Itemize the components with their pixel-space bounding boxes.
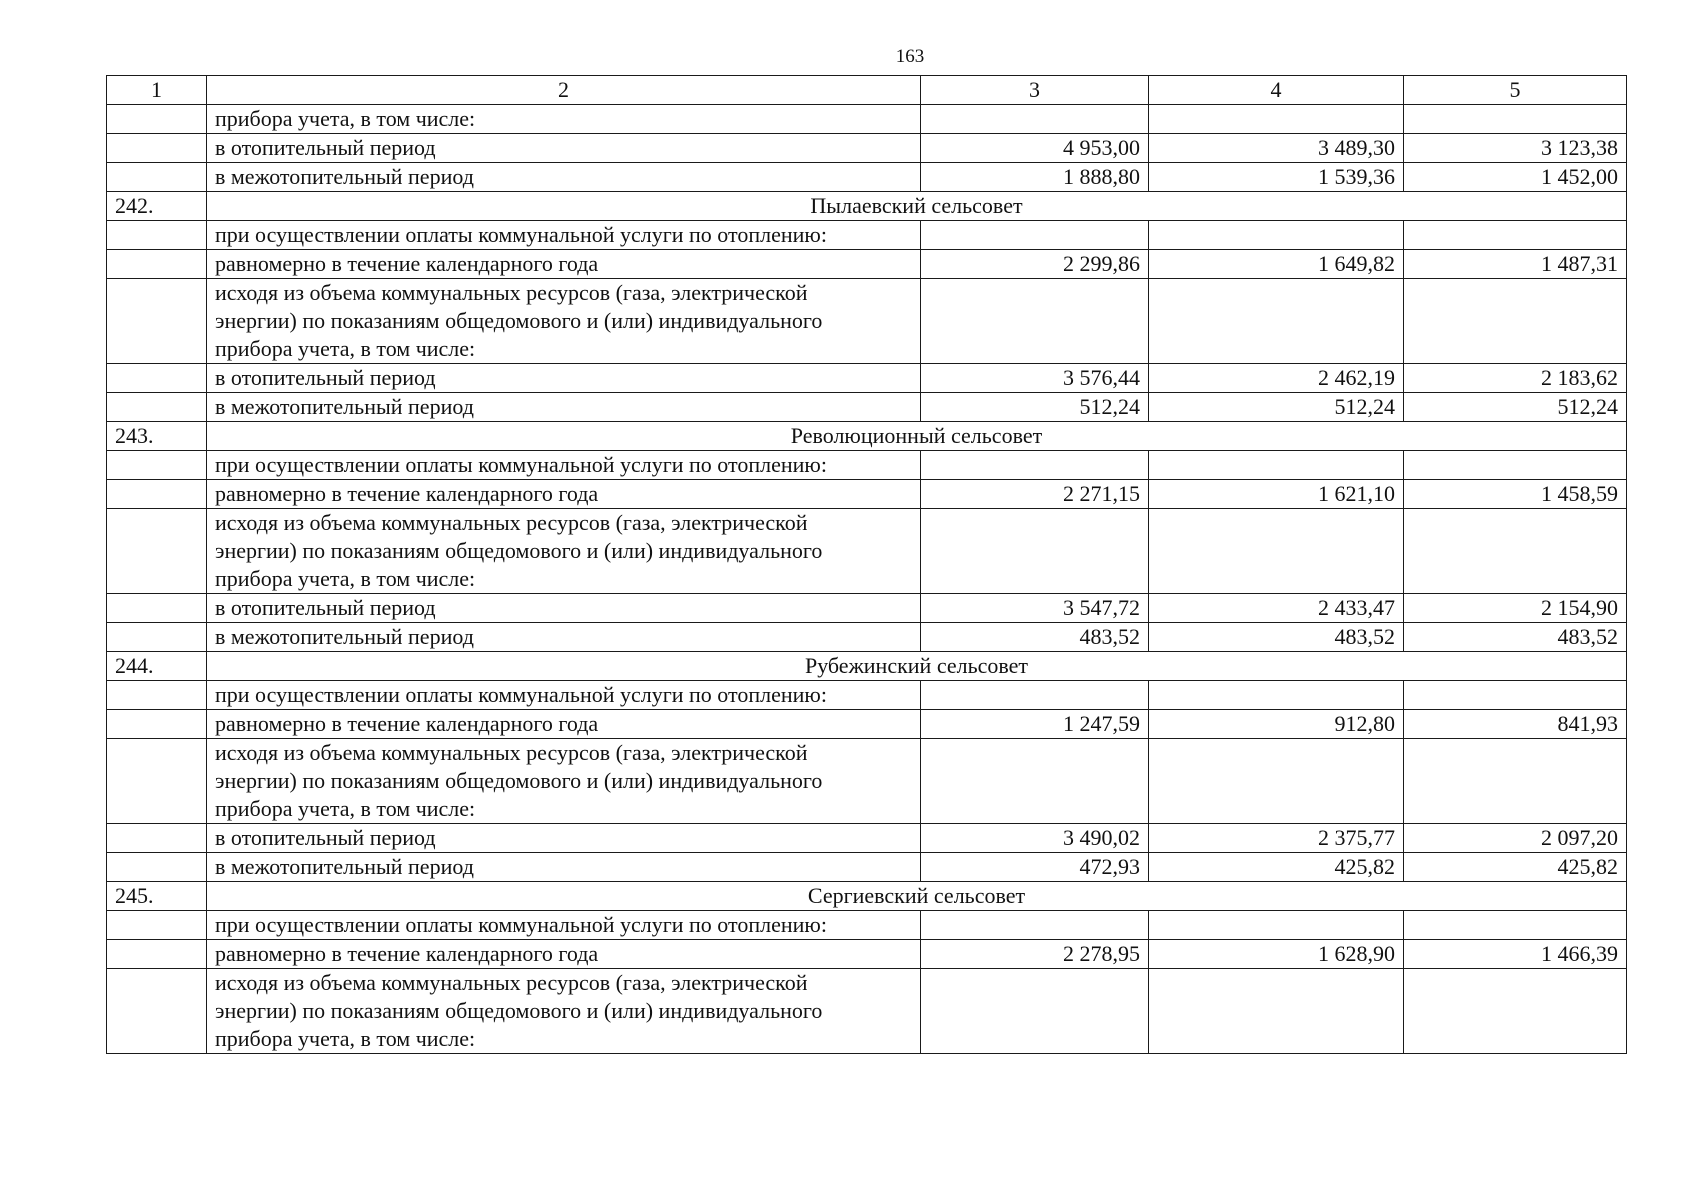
description-line: энергии) по показаниям общедомового и (или) индивидуального (215, 998, 823, 1023)
value-col-3: 1 247,59 (921, 710, 1149, 739)
description-line: прибора учета, в том числе: (215, 796, 476, 821)
value-col-5: 2 154,90 (1404, 594, 1627, 623)
table-row (107, 163, 1627, 192)
row-number (107, 250, 207, 279)
row-description (207, 509, 921, 594)
table-row (107, 480, 1627, 509)
value-col-3: 1 888,80 (921, 163, 1149, 192)
table-row (107, 739, 1627, 824)
value-col-3 (921, 681, 1149, 710)
row-number: 243. (107, 422, 207, 451)
row-number (107, 221, 207, 250)
table-row (107, 134, 1627, 163)
group-row (107, 882, 1627, 911)
value-col-5 (1404, 739, 1627, 824)
value-col-3: 4 953,00 (921, 134, 1149, 163)
value-col-4 (1149, 911, 1404, 940)
row-description: равномерно в течение календарного года (207, 480, 921, 509)
row-description: в отопительный период (207, 824, 921, 853)
value-col-3: 3 547,72 (921, 594, 1149, 623)
row-number (107, 623, 207, 652)
value-col-5 (1404, 279, 1627, 364)
row-description: равномерно в течение календарного года (207, 940, 921, 969)
value-col-4: 512,24 (1149, 393, 1404, 422)
value-col-3: 3 490,02 (921, 824, 1149, 853)
row-number (107, 853, 207, 882)
row-number (107, 594, 207, 623)
row-number (107, 969, 207, 1054)
value-col-4 (1149, 221, 1404, 250)
description-line: энергии) по показаниям общедомового и (или) индивидуального (215, 768, 823, 793)
row-number (107, 739, 207, 824)
value-col-3: 483,52 (921, 623, 1149, 652)
header-col-3: 3 (921, 76, 1149, 105)
table-row (107, 969, 1627, 1054)
row-description: в отопительный период (207, 364, 921, 393)
row-number: 242. (107, 192, 207, 221)
row-description (207, 739, 921, 824)
row-description: в отопительный период (207, 594, 921, 623)
description-line: прибора учета, в том числе: (215, 336, 476, 361)
value-col-3 (921, 911, 1149, 940)
table-row (107, 824, 1627, 853)
value-col-5: 1 458,59 (1404, 480, 1627, 509)
row-description: в межотопительный период (207, 163, 921, 192)
value-col-4: 2 462,19 (1149, 364, 1404, 393)
table-row (107, 911, 1627, 940)
group-title: Пылаевский сельсовет (207, 192, 1627, 221)
value-col-3 (921, 451, 1149, 480)
row-number (107, 163, 207, 192)
row-number (107, 134, 207, 163)
value-col-3 (921, 969, 1149, 1054)
group-title: Рубежинский сельсовет (207, 652, 1627, 681)
description-line: энергии) по показаниям общедомового и (или) индивидуального (215, 538, 823, 563)
value-col-4 (1149, 279, 1404, 364)
value-col-3 (921, 105, 1149, 134)
row-number: 244. (107, 652, 207, 681)
row-number: 245. (107, 882, 207, 911)
row-number (107, 824, 207, 853)
value-col-3: 512,24 (921, 393, 1149, 422)
row-description: прибора учета, в том числе: (207, 105, 921, 134)
value-col-4: 483,52 (1149, 623, 1404, 652)
row-number (107, 710, 207, 739)
value-col-5: 1 452,00 (1404, 163, 1627, 192)
value-col-3: 2 299,86 (921, 250, 1149, 279)
value-col-3 (921, 279, 1149, 364)
description-line: исходя из объема коммунальных ресурсов (газа, электрической (215, 740, 808, 765)
value-col-5 (1404, 911, 1627, 940)
table-row (107, 940, 1627, 969)
row-description: при осуществлении оплаты коммунальной услуги по отоплению: (207, 451, 921, 480)
table-row (107, 250, 1627, 279)
row-number (107, 480, 207, 509)
row-description: равномерно в течение календарного года (207, 710, 921, 739)
row-description: в отопительный период (207, 134, 921, 163)
value-col-3: 2 271,15 (921, 480, 1149, 509)
value-col-3 (921, 221, 1149, 250)
group-row (107, 192, 1627, 221)
value-col-4: 1 628,90 (1149, 940, 1404, 969)
description-line: исходя из объема коммунальных ресурсов (газа, электрической (215, 510, 808, 535)
table-row (107, 279, 1627, 364)
value-col-5 (1404, 451, 1627, 480)
value-col-5: 2 183,62 (1404, 364, 1627, 393)
value-col-3 (921, 739, 1149, 824)
value-col-5 (1404, 969, 1627, 1054)
row-description: при осуществлении оплаты коммунальной услуги по отоплению: (207, 221, 921, 250)
value-col-4 (1149, 681, 1404, 710)
value-col-4 (1149, 105, 1404, 134)
table-row (107, 681, 1627, 710)
header-row (107, 76, 1627, 105)
row-description: при осуществлении оплаты коммунальной услуги по отоплению: (207, 911, 921, 940)
header-col-1: 1 (107, 76, 207, 105)
value-col-4 (1149, 969, 1404, 1054)
value-col-5: 1 466,39 (1404, 940, 1627, 969)
row-description (207, 969, 921, 1054)
value-col-5: 1 487,31 (1404, 250, 1627, 279)
row-number (107, 393, 207, 422)
value-col-5: 2 097,20 (1404, 824, 1627, 853)
value-col-4: 2 433,47 (1149, 594, 1404, 623)
row-number (107, 911, 207, 940)
table-row (107, 509, 1627, 594)
header-col-5: 5 (1404, 76, 1627, 105)
value-col-5 (1404, 105, 1627, 134)
value-col-4: 912,80 (1149, 710, 1404, 739)
table-row (107, 393, 1627, 422)
row-description: равномерно в течение календарного года (207, 250, 921, 279)
table-row (107, 221, 1627, 250)
value-col-5: 483,52 (1404, 623, 1627, 652)
value-col-3 (921, 509, 1149, 594)
value-col-4 (1149, 451, 1404, 480)
row-description: при осуществлении оплаты коммунальной услуги по отоплению: (207, 681, 921, 710)
page-number: 163 (895, 46, 925, 67)
value-col-5: 3 123,38 (1404, 134, 1627, 163)
table-row (107, 364, 1627, 393)
group-title: Сергиевский сельсовет (207, 882, 1627, 911)
header-col-4: 4 (1149, 76, 1404, 105)
value-col-5: 425,82 (1404, 853, 1627, 882)
table-body (107, 76, 1627, 1054)
table-row (107, 594, 1627, 623)
value-col-4: 1 539,36 (1149, 163, 1404, 192)
table-row (107, 451, 1627, 480)
group-row (107, 652, 1627, 681)
description-line: исходя из объема коммунальных ресурсов (газа, электрической (215, 970, 808, 995)
table-row (107, 710, 1627, 739)
row-description: в межотопительный период (207, 623, 921, 652)
group-row (107, 422, 1627, 451)
description-line: энергии) по показаниям общедомового и (или) индивидуального (215, 308, 823, 333)
value-col-4: 3 489,30 (1149, 134, 1404, 163)
value-col-5 (1404, 221, 1627, 250)
value-col-5: 841,93 (1404, 710, 1627, 739)
row-description: в межотопительный период (207, 393, 921, 422)
row-number (107, 279, 207, 364)
header-col-2: 2 (207, 76, 921, 105)
value-col-5: 512,24 (1404, 393, 1627, 422)
table-row (107, 853, 1627, 882)
value-col-3: 3 576,44 (921, 364, 1149, 393)
group-title: Революционный сельсовет (207, 422, 1627, 451)
value-col-4 (1149, 739, 1404, 824)
row-number (107, 681, 207, 710)
row-number (107, 364, 207, 393)
row-number (107, 451, 207, 480)
row-number (107, 940, 207, 969)
description-line: прибора учета, в том числе: (215, 1026, 476, 1051)
table-row (107, 623, 1627, 652)
value-col-3: 472,93 (921, 853, 1149, 882)
value-col-5 (1404, 509, 1627, 594)
value-col-4: 425,82 (1149, 853, 1404, 882)
tariff-table (106, 75, 1627, 1054)
description-line: исходя из объема коммунальных ресурсов (газа, электрической (215, 280, 808, 305)
value-col-4 (1149, 509, 1404, 594)
table-row (107, 105, 1627, 134)
value-col-5 (1404, 681, 1627, 710)
row-number (107, 509, 207, 594)
value-col-3: 2 278,95 (921, 940, 1149, 969)
row-description: в межотопительный период (207, 853, 921, 882)
row-number (107, 105, 207, 134)
description-line: прибора учета, в том числе: (215, 566, 476, 591)
value-col-4: 1 649,82 (1149, 250, 1404, 279)
row-description (207, 279, 921, 364)
value-col-4: 1 621,10 (1149, 480, 1404, 509)
value-col-4: 2 375,77 (1149, 824, 1404, 853)
